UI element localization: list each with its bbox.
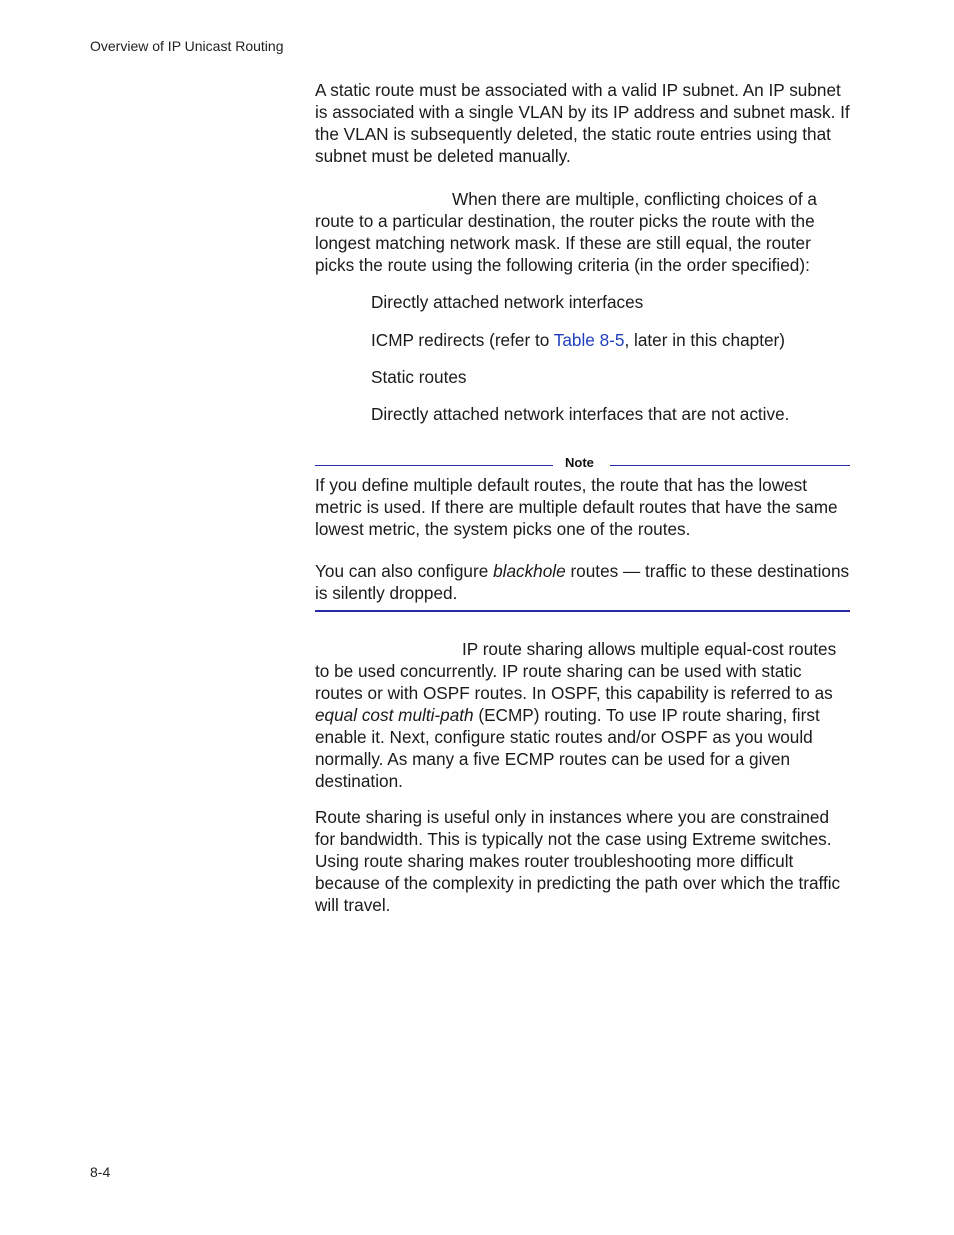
list-item-static-routes: Static routes [371,367,467,387]
blackhole-term: blackhole [493,561,566,581]
list-item-direct-interfaces: Directly attached network interfaces [371,292,644,312]
list-item-text: ICMP redirects (refer to [371,330,554,350]
ecmp-term: equal cost multi-path [315,705,474,725]
page-number: 8-4 [90,1164,111,1180]
paragraph-static-route-subnet: A static route must be associated with a valid IP subnet. An IP subnet is associated with a single VLAN by its IP address and subnet mask. If the VLAN is subsequently deleted, the static route entries using that subnet must be deleted manually. [315,80,850,166]
table-8-5-link[interactable]: Table 8-5 [553,330,625,350]
note-text-part: routes — traffic to these destinations is silently dropped. [315,561,850,603]
note-rule-right [610,465,850,466]
paragraph-route-sharing [315,638,850,792]
note-rule-left [315,465,553,466]
paragraph-route-selection: When there are multiple, conflicting choices of a route to a particular destination, the router picks the route with the longest matching network mask. If these are still equal, the router picks the route using the following criteria (in the order specified): [315,189,817,275]
paragraph-text: (ECMP) routing. To use IP route sharing, first enable it. Next, configure static routes and/or OSPF as you would normally. As many a five ECMP routes can be used for a given destination. [315,705,820,791]
note-label: Note [565,455,594,470]
running-header: Overview of IP Unicast Routing [90,38,284,54]
note-bottom-rule [315,610,850,612]
note-text-blackhole [315,560,850,604]
list-item-icmp-redirects [371,329,785,351]
note-text-default-routes: If you define multiple default routes, the route that has the lowest metric is used. If there are multiple default routes that have the same lowest metric, the system picks one of the routes. [315,475,838,539]
note-header [315,455,850,475]
list-item-inactive-interfaces: Directly attached network interfaces that are not active. [371,404,790,424]
list-item-text: , later in this chapter) [624,330,785,350]
note-text-part: You can also configure [315,561,494,581]
paragraph-route-sharing-usefulness: Route sharing is useful only in instances where you are constrained for bandwidth. This is typically not the case using Extreme switches. Using route sharing makes router troubleshooting more difficult because of the complexity in predicting the path over which the traffic will travel. [315,807,841,915]
paragraph-text: IP route sharing allows multiple equal-cost routes to be used concurrently. IP route sharing can be used with static routes or with OSPF routes. In OSPF, this capability is referred to as [315,639,837,703]
